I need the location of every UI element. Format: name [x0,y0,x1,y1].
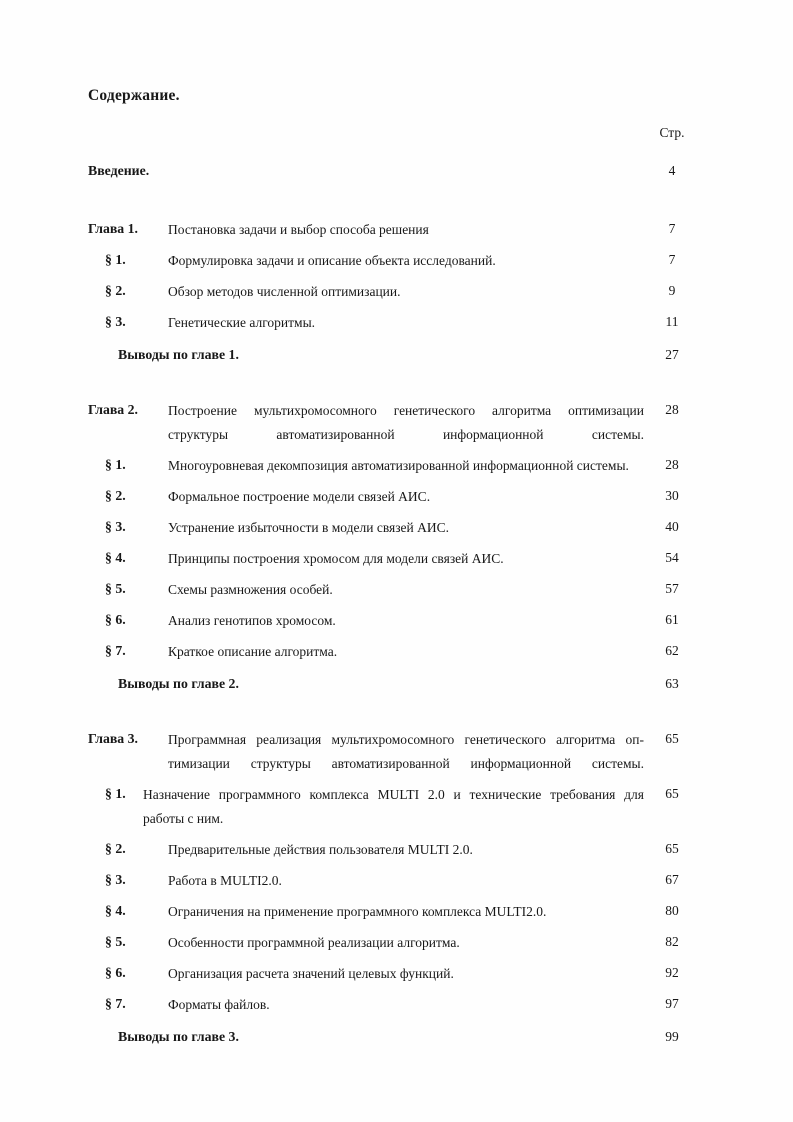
section-page-number: 82 [665,934,679,949]
toc-entry-section[interactable] [88,578,692,602]
toc-entry-chapter[interactable] [88,728,692,776]
toc-entry-section[interactable] [88,783,692,831]
section-label: § 3. [105,314,126,329]
chapter-label: Глава 3. [88,731,139,746]
chapter-block [88,728,692,1047]
section-page-number: 62 [665,643,679,658]
section-label: § 7. [105,996,126,1011]
chapter-list [88,218,692,1047]
section-title: Работа в MULTI2.0. [168,873,282,888]
section-page-number: 65 [665,841,679,856]
section-title: Генетические алгоритмы. [168,315,316,330]
chapter-page-number: 65 [665,731,679,746]
toc-entry-section[interactable] [88,993,692,1017]
section-title: Организация расчета значений целевых функций. [168,966,454,981]
table-of-contents [88,86,692,1047]
section-label: § 4. [105,903,126,918]
toc-entry-section[interactable] [88,454,692,478]
section-title: Анализ генотипов хромосом. [168,613,336,628]
chapter-label: Глава 2. [88,402,139,417]
section-label: § 4. [105,550,126,565]
toc-entry-section[interactable] [88,900,692,924]
section-title: Краткое описание алгоритма. [168,644,338,659]
section-label: § 7. [105,643,126,658]
toc-entry-conclusion[interactable] [88,673,692,694]
section-label: § 5. [105,934,126,949]
section-label: § 3. [105,519,126,534]
section-page-number: 54 [665,550,679,565]
toc-entry-chapter[interactable] [88,218,692,242]
section-page-number: 40 [665,519,679,534]
section-page-number: 67 [665,872,679,887]
section-title: Особенности программной реализации алгоритма. [168,935,460,950]
section-label: § 1. [105,457,126,472]
chapter-title: Построение мультихромосомного генетического алгоритма оптимизации структуры автоматизированной информационной системы. [168,403,644,442]
section-title: Обзор методов численной оптимизации. [168,284,401,299]
section-page-number: 9 [668,283,676,298]
section-title: Предварительные действия пользователя MULTI 2.0. [168,842,473,857]
section-page-number: 97 [665,996,679,1011]
chapter-block [88,399,692,694]
section-label: § 6. [105,965,126,980]
section-title: Формальное построение модели связей АИС. [168,489,431,504]
section-page-number: 11 [665,314,679,329]
toc-entry-conclusion[interactable] [88,1026,692,1047]
chapter-page-number: 7 [668,221,676,236]
section-title: Схемы размножения особей. [168,582,333,597]
section-title: Принципы построения хромосом для модели связей АИС. [168,551,504,566]
chapter-title: Программная реализация мультихромосомного генетического алгоритма оп-тимизации структуры автоматизированной информационной системы. [168,732,644,771]
section-label: § 2. [105,488,126,503]
conclusion-page-number: 27 [665,347,679,362]
toc-entry-section[interactable] [88,931,692,955]
toc-entry-section[interactable] [88,609,692,633]
section-label: § 1. [105,252,126,267]
section-page-number: 57 [665,581,679,596]
toc-entry-section[interactable] [88,280,692,304]
section-label: § 3. [105,872,126,887]
chapter-page-number: 28 [665,402,679,417]
section-title: Устранение избыточности в модели связей АИС. [168,520,450,535]
section-page-number: 7 [668,252,676,267]
introduction-page-number: 4 [668,163,676,178]
section-title: Форматы файлов. [168,997,270,1012]
conclusion-page-number: 99 [665,1029,679,1044]
section-title: Формулировка задачи и описание объекта исследований. [168,253,496,268]
section-page-number: 61 [665,612,679,627]
page-title: Содержание. [88,87,180,104]
toc-entry-section[interactable] [88,311,692,335]
conclusion-label: Выводы по главе 2. [118,676,239,691]
toc-entry-conclusion[interactable] [88,344,692,365]
toc-entry-introduction[interactable] [88,160,692,184]
toc-entry-section[interactable] [88,962,692,986]
toc-entry-section[interactable] [88,838,692,862]
section-page-number: 28 [665,457,679,472]
chapter-block [88,218,692,365]
section-title: Многоуровневая декомпозиция автоматизированной информационной системы. [168,458,629,473]
toc-entry-section[interactable] [88,485,692,509]
toc-entry-section[interactable] [88,516,692,540]
section-label: § 2. [105,283,126,298]
introduction-label: Введение. [88,163,150,178]
toc-entry-section[interactable] [88,869,692,893]
section-label: § 5. [105,581,126,596]
section-label: § 2. [105,841,126,856]
conclusion-label: Выводы по главе 3. [118,1029,239,1044]
section-page-number: 65 [665,786,679,801]
chapter-label: Глава 1. [88,221,139,236]
section-page-number: 30 [665,488,679,503]
page-number-column-header [88,125,692,151]
section-page-number: 92 [665,965,679,980]
toc-entry-chapter[interactable] [88,399,692,447]
page-column-label: Стр. [659,125,685,140]
section-title: Назначение программного комплекса MULTI 2.0 и технические требования для работы с ним. [143,787,644,826]
toc-entry-section[interactable] [88,640,692,664]
conclusion-label: Выводы по главе 1. [118,347,239,362]
toc-entry-section[interactable] [88,249,692,273]
section-label: § 6. [105,612,126,627]
conclusion-page-number: 63 [665,676,679,691]
toc-entry-section[interactable] [88,547,692,571]
chapter-title: Постановка задачи и выбор способа решения [168,222,429,237]
section-page-number: 80 [665,903,679,918]
section-label: § 1. [105,786,126,801]
section-title: Ограничения на применение программного комплекса MULTI2.0. [168,904,547,919]
